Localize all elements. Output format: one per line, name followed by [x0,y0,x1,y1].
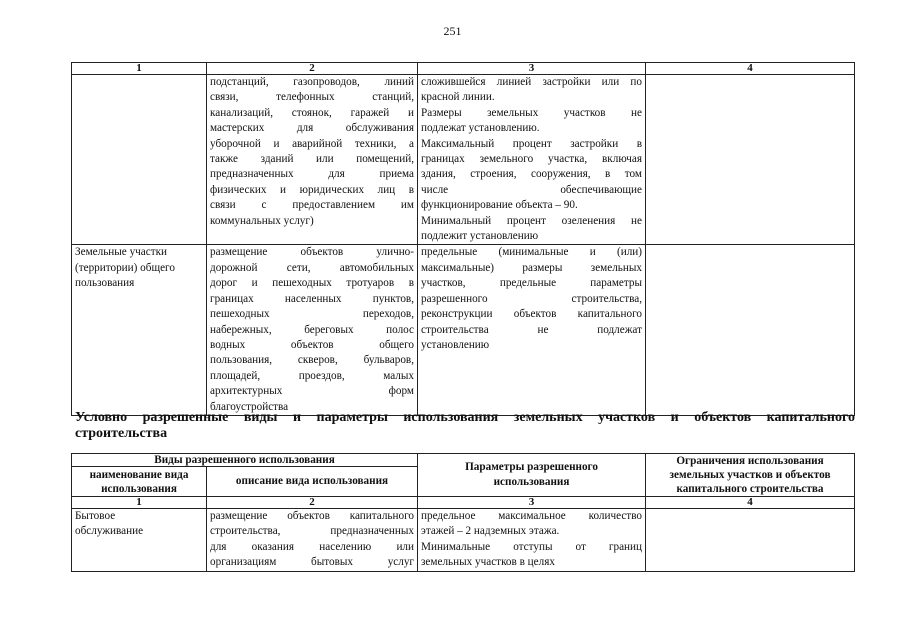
cell-text-line: Минимальный процент озеленения не [421,214,642,227]
table-row [72,75,855,245]
cell-text-line: пешеходных переходов, [210,308,414,321]
cell-text-line: Земельные участки [75,246,168,259]
cell-text-line: красной линии. [421,91,495,104]
column-number-1: 1 [72,497,207,509]
cell-text-line: дорог и пешеходных тротуаров в [210,277,414,290]
cell-text-line: канализаций, стоянок, гаражей и [210,106,414,119]
cell-text-line: размещение объектов улично- [210,246,414,259]
cell-text-line: пользования, скверов, бульваров, [210,354,414,367]
use-description-cell [207,509,418,572]
cell-text-line: коммунальных услуг) [210,214,314,227]
header-parameters: Параметры разрешенного использования [418,454,646,497]
cell-text-line: обслуживание [75,525,144,538]
cell-text-line: установлению [421,338,490,351]
cell-text-line: этажей – 2 надземных этажа. [421,525,560,538]
cell-text-line: Бытовое [75,510,116,522]
cell-text-line: функционирование объекта – 90. [421,199,578,212]
cell-text-line: архитектурных форм [210,385,414,398]
cell-text-line: реконструкции объектов капитального [421,308,642,321]
land-use-table-continued [71,62,855,416]
use-restrictions-cell [646,75,855,245]
column-number-4: 4 [646,63,855,75]
cell-text-line: также зданий или помещений, [210,153,414,166]
use-description-cell [207,245,418,415]
cell-text-line: здания, строения, сооружения, в том [421,168,642,181]
use-restrictions-cell [646,509,855,572]
cell-text-line: Максимальный процент застройки в [421,137,642,150]
use-description-cell [207,75,418,245]
cell-text-line: подстанций, газопроводов, линий [210,76,414,88]
cell-text-line: Размеры земельных участков не [421,106,642,119]
header-use-description: описание вида использования [207,467,418,497]
cell-text-line: физических и юридических лиц в [210,183,414,196]
cell-text-line: уборочной и аварийной техники, а [210,137,414,150]
cell-text-line: границах населенных пунктов, [210,292,414,305]
cell-text-line: подлежат установлению. [421,122,540,135]
cell-text-line: связи, телефонных станций, [210,91,414,104]
cell-text-line: предназначенных для приема [210,168,414,181]
column-number-1: 1 [72,63,207,75]
column-number-row [72,63,855,75]
cell-text-line: подлежит установлению [421,230,539,243]
cell-text-line: земельных участков в целях [421,556,555,569]
column-number-2: 2 [207,63,418,75]
column-number-3: 3 [418,497,646,509]
cell-text-line: предельные (минимальные и (или) [421,246,642,259]
column-number-2: 2 [207,497,418,509]
cell-text-line: пользования [75,277,135,290]
column-number-4: 4 [646,497,855,509]
cell-text-line: благоустройства [210,400,289,413]
header-use-types: Виды разрешенного использования [72,454,418,467]
header-use-name: наименование вида использования [72,467,207,497]
cell-text-line: (территории) общего [75,261,175,274]
use-restrictions-cell [646,245,855,415]
cell-text-line: максимальные) размеры земельных [421,261,642,274]
cell-text-line: размещение объектов капитального [210,510,415,522]
cell-text-line: мастерских для обслуживания [210,122,414,135]
header-row-1 [72,454,855,467]
page-number: 251 [443,24,462,38]
cell-text-line: предельное максимальное количество [421,510,643,522]
use-parameters-cell [418,75,646,245]
cell-text-line: организациям бытовых услуг [210,556,415,569]
cell-text-line: набережных, береговых полос [210,323,414,336]
cell-text-line: площадей, проездов, малых [210,369,414,382]
use-name-cell [72,509,207,572]
table-row [72,245,855,415]
cell-text-line: связи с предоставлением им [210,199,414,212]
use-parameters-cell [418,509,646,572]
table-row [72,509,855,572]
cell-text-line: сложившейся линией застройки или по [421,76,642,88]
cell-text-line: строительства, предназначенных [210,525,415,538]
column-number-3: 3 [418,63,646,75]
cell-text-line: разрешенного строительства, [421,292,642,305]
cell-text-line: участков, предельные параметры [421,277,642,290]
cell-text-line: для оказания населению или [210,540,415,553]
header-restrictions: Ограничения использования земельных участков и объектов капитального строительства [646,454,855,497]
cell-text-line: Минимальные отступы от границ [421,540,643,553]
section-title: Условно разрешенные виды и параметры использования земельных участков и объектов капитального строительства [75,410,855,441]
cell-text-line: строительства не подлежат [421,323,642,336]
cell-text-line: числе обеспечивающие [421,183,642,196]
column-number-row [72,497,855,509]
cell-text-line: границах земельного участка, включая [421,153,642,166]
cell-text-line: водных объектов общего [210,338,414,351]
use-name-cell [72,75,207,245]
use-name-cell [72,245,207,415]
conditional-use-table [71,453,855,572]
use-parameters-cell [418,245,646,415]
cell-text-line: дорожной сети, автомобильных [210,261,414,274]
